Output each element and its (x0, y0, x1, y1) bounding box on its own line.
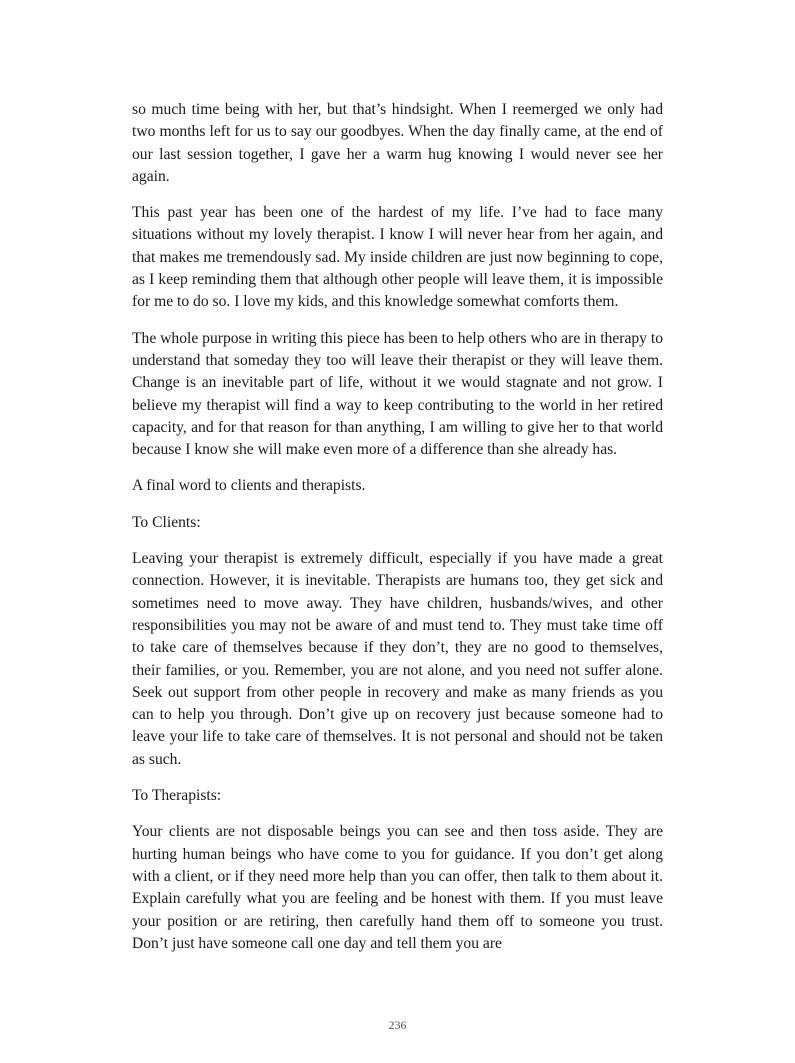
paragraph-final-word: A final word to clients and therapists. (132, 477, 366, 495)
body-text (132, 99, 663, 969)
heading-to-clients: To Clients: (132, 513, 201, 531)
paragraph-therapists: Your clients are not disposable beings you can see and then toss aside. They are hurting human beings who have come to you for guidance. If you don’t get along with a client, or if they need more help than you can offer, then talk to them about it. Explain carefully what you are feeling and be honest with them. If you must leave your position or are retiring, then carefully hand them off to someone you trust. Don’t just have someone call one day and tell them you are (132, 823, 663, 952)
heading-to-therapists: To Therapists: (132, 787, 222, 805)
paragraph-hindsight: so much time being with her, but that’s hindsight. When I reemerged we only had two months left for us to say our goodbyes. When the day finally came, at the end of our last session together, I gave her a warm hug knowing I would never see her again. (132, 101, 663, 185)
paragraph-purpose: The whole purpose in writing this piece has been to help others who are in therapy to understand that someday they too will leave their therapist or they will leave them. Change is an inevitable part of life, without it we would stagnate and not grow. I believe my therapist will find a way to keep contributing to the world in her retired capacity, and for that reason for than anything, I am willing to give her to that world because I know she will make even more of a difference than she already has. (132, 329, 663, 459)
paragraph-clients: Leaving your therapist is extremely difficult, especially if you have made a great connection. However, it is inevitable. Therapists are humans too, they get sick and sometimes need to move away. They have children, husbands/wives, and other responsibilities you may not be aware of and must tend to. They must take time off to take care of themselves because if they don’t, they are no good to themselves, their families, or you. Remember, you are not alone, and you need not suffer alone. Seek out support from other people in recovery and make as many friends as you can to help you through. Don’t give up on recovery just because someone had to leave your life to take care of themselves. It is not personal and should not be taken as such. (132, 550, 663, 768)
page-number: 236 (388, 1018, 407, 1032)
paragraph-past-year: This past year has been one of the hardest of my life. I’ve had to face many situations without my lovely therapist. I know I will never hear from her again, and that makes me tremendously sad. My inside children are just now beginning to cope, as I keep reminding them that although other people will leave them, it is impossible for me to do so. I love my kids, and this knowledge somewhat comforts them. (132, 204, 663, 311)
